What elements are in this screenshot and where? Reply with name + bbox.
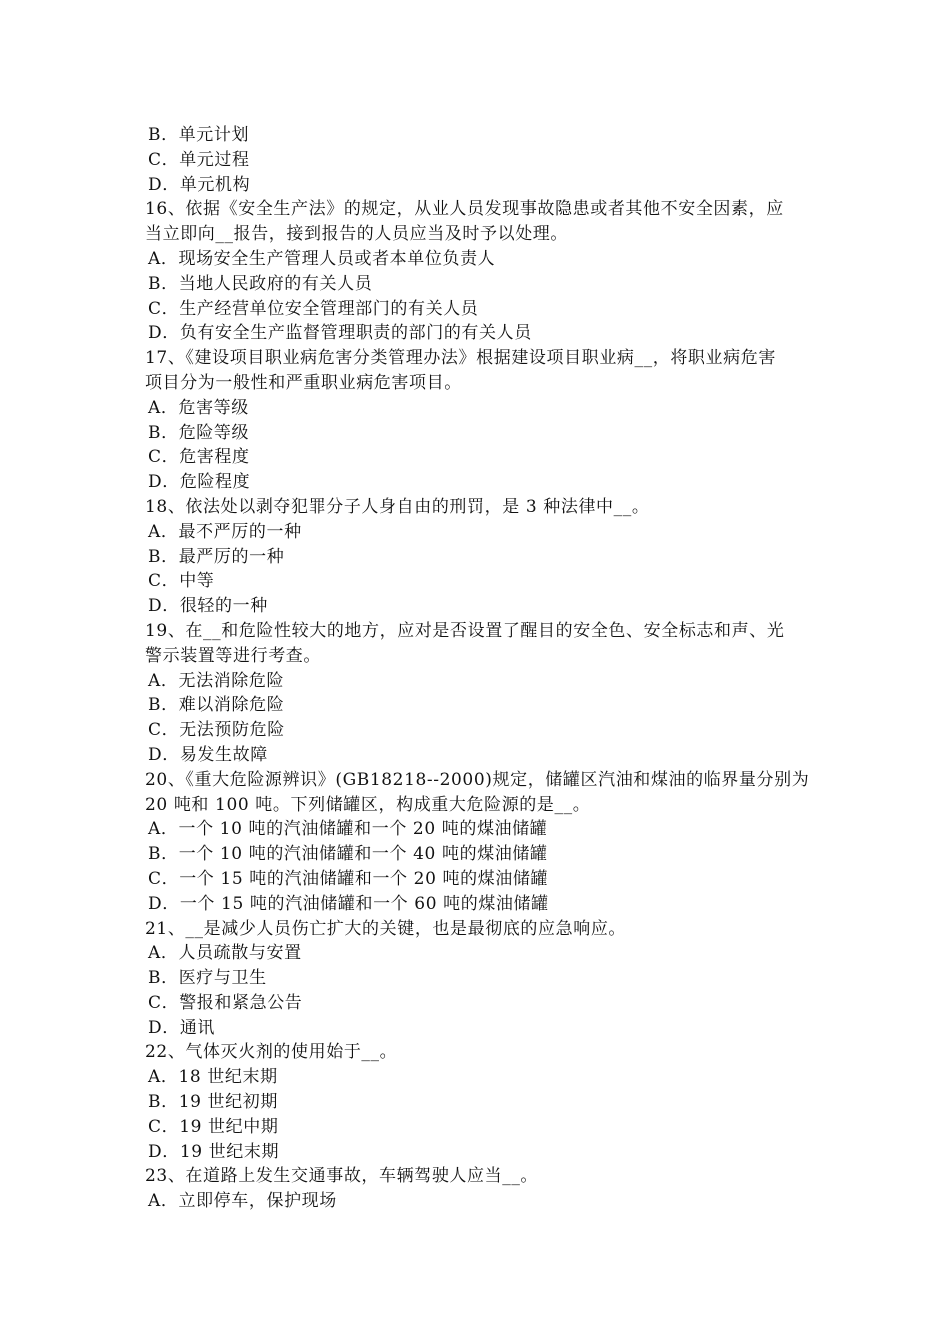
question-text: 19、在__和危险性较大的地方，应对是否设置了醒目的安全色、安全标志和声、光 [145, 620, 785, 641]
question-text: 21、__是减少人员伤亡扩大的关键，也是最彻底的应急响应。 [145, 918, 627, 939]
answer-option: C．无法预防危险 [148, 720, 285, 741]
question-text: 23、在道路上发生交通事故，车辆驾驶人应当__。 [145, 1166, 539, 1187]
question-text: 16、依据《安全生产法》的规定，从业人员发现事故隐患或者其他不安全因素，应 [145, 199, 784, 220]
answer-option: D．负有安全生产监督管理职责的部门的有关人员 [148, 323, 532, 344]
answer-option: B．单元计划 [148, 125, 250, 145]
answer-option: B．难以消除危险 [148, 695, 285, 716]
answer-option: C．生产经营单位安全管理部门的有关人员 [148, 298, 479, 319]
answer-option: A．人员疏散与安置 [148, 943, 302, 964]
answer-option: A．立即停车，保护现场 [148, 1191, 337, 1212]
question-text: 20 吨和 100 吨。下列储罐区，构成重大危险源的是__。 [145, 794, 591, 815]
answer-option: A．18 世纪末期 [148, 1067, 278, 1088]
question-text: 18、依法处以剥夺犯罪分子人身自由的刑罚，是 3 种法律中__。 [145, 496, 650, 517]
answer-option: B．当地人民政府的有关人员 [148, 273, 373, 294]
question-text: 22、气体灭火剂的使用始于__。 [145, 1042, 398, 1063]
question-text: 当立即向__报告，接到报告的人员应当及时予以处理。 [145, 224, 568, 245]
question-text: 警示装置等进行考查。 [145, 645, 321, 666]
answer-option: A．一个 10 吨的汽油储罐和一个 20 吨的煤油储罐 [148, 819, 548, 840]
answer-option: A．危害等级 [148, 397, 249, 418]
answer-option: A．最不严厉的一种 [148, 521, 302, 542]
document-page [145, 123, 810, 1214]
answer-option: C．危害程度 [148, 447, 250, 468]
answer-option: C．警报和紧急公告 [148, 992, 303, 1013]
answer-option: D．危险程度 [148, 472, 251, 493]
answer-option: D．一个 15 吨的汽油储罐和一个 60 吨的煤油储罐 [148, 893, 549, 914]
answer-option: B．一个 10 吨的汽油储罐和一个 40 吨的煤油储罐 [148, 844, 548, 865]
answer-option: D．单元机构 [148, 174, 251, 195]
answer-option: D．易发生故障 [148, 744, 268, 765]
answer-option: B．医疗与卫生 [148, 968, 267, 989]
answer-option: A．现场安全生产管理人员或者本单位负责人 [148, 248, 496, 269]
answer-option: B．19 世纪初期 [148, 1092, 278, 1113]
answer-option: C．中等 [148, 571, 215, 592]
answer-option: D．很轻的一种 [148, 596, 268, 617]
answer-option: A．无法消除危险 [148, 670, 285, 691]
answer-option: D．19 世纪末期 [148, 1141, 280, 1162]
question-text: 项目分为一般性和严重职业病危害项目。 [145, 372, 462, 393]
answer-option: B．危险等级 [148, 422, 250, 443]
answer-option: B．最严厉的一种 [148, 546, 285, 567]
answer-option: C．一个 15 吨的汽油储罐和一个 20 吨的煤油储罐 [148, 868, 549, 889]
question-text: 20、《重大危险源辨识》(GB18218--2000)规定，储罐区汽油和煤油的临界量分别为 [145, 769, 810, 790]
answer-option: C．19 世纪中期 [148, 1116, 279, 1137]
answer-option: C．单元过程 [148, 149, 250, 170]
answer-option: D．通讯 [148, 1017, 216, 1038]
question-text: 17、《建设项目职业病危害分类管理办法》根据建设项目职业病__，将职业病危害 [145, 348, 776, 369]
